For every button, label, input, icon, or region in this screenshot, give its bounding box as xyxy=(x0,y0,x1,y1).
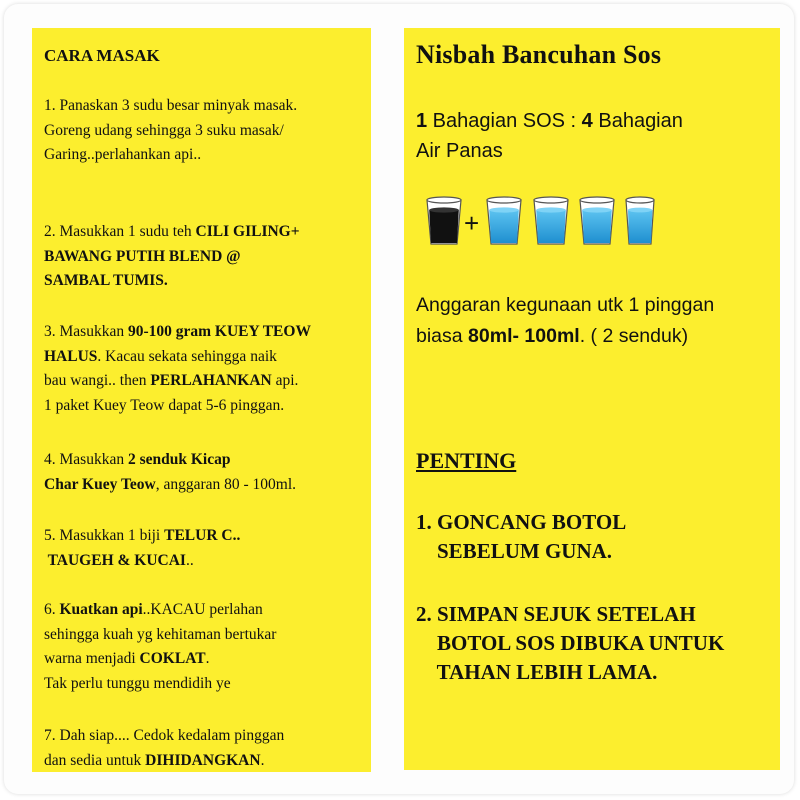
blue-cup-icon xyxy=(534,197,568,244)
text-run: biasa xyxy=(416,325,469,347)
cups-svg xyxy=(426,196,656,248)
bold-text: BAWANG PUTIH BLEND @ xyxy=(44,247,241,265)
text-run: bau wangi.. then xyxy=(44,372,151,389)
bold-text: 80ml- 100ml xyxy=(468,325,580,347)
cups-illustration xyxy=(426,196,656,248)
step-line xyxy=(44,220,300,245)
ratio-text xyxy=(416,106,683,166)
bold-text: 1 xyxy=(416,110,428,132)
text-run: warna menjadi xyxy=(44,650,140,667)
important-heading: PENTING xyxy=(416,448,517,473)
text-run: ..KACAU perlahan xyxy=(142,601,263,618)
important-note-2 xyxy=(416,600,724,687)
text-run: 1 paket Kuey Teow dapat 5-6 pinggan. xyxy=(44,396,285,414)
step-line xyxy=(44,269,300,294)
bold-text: SAMBAL TUMIS. xyxy=(44,272,168,289)
black-cup-icon xyxy=(427,197,461,244)
text-run: 1. Panaskan 3 sudu besar minyak masak. xyxy=(44,97,298,114)
sauce-ratio-title: Nisbah Bancuhan Sos xyxy=(416,40,662,69)
step-line xyxy=(44,672,276,697)
step-line xyxy=(44,598,276,623)
bold-text: PERLAHANKAN xyxy=(150,372,272,389)
text-run: 4. Masukkan xyxy=(44,451,128,468)
bold-text: COKLAT xyxy=(139,650,206,667)
step-line xyxy=(44,749,284,774)
text-run: Goreng udang sehingga 3 suku masak/ xyxy=(44,121,284,139)
text-run: api. xyxy=(271,372,299,389)
ratio-line-1 xyxy=(416,106,683,136)
usage-text xyxy=(416,290,714,352)
cooking-step-5 xyxy=(44,524,240,573)
step-line xyxy=(44,394,311,419)
bold-text: TELUR C.. xyxy=(164,527,241,544)
text-run: . xyxy=(205,650,210,667)
bold-text: 90-100 gram KUEY TEOW xyxy=(127,323,311,340)
bold-text: 2 senduk Kicap xyxy=(127,451,231,468)
sauce-ratio-panel xyxy=(404,28,780,770)
blue-cup-icon xyxy=(580,197,614,244)
text-run: Bahagian xyxy=(592,110,683,132)
text-run: . Kacau sekata sehingga naik xyxy=(97,347,277,365)
step-line xyxy=(44,524,240,549)
text-run: , anggaran 80 - 100ml. xyxy=(155,475,297,493)
usage-line-1: Anggaran kegunaan utk 1 pinggan xyxy=(416,294,715,316)
text-run: . xyxy=(260,751,265,769)
step-line xyxy=(44,724,284,749)
text-run: Garing..perlahankan api.. xyxy=(44,146,202,163)
ratio-line-2: Air Panas xyxy=(416,140,503,162)
step-line xyxy=(44,320,311,345)
bold-text: DIHIDANGKAN xyxy=(145,751,261,769)
step-line xyxy=(44,473,296,498)
note-line: 2. SIMPAN SEJUK SETELAH xyxy=(416,602,696,626)
text-run: 5. Masukkan 1 biji xyxy=(44,527,165,544)
bold-text: TAUGEH & KUCAI xyxy=(44,551,186,569)
cooking-step-1 xyxy=(44,94,297,168)
text-run: Tak perlu tunggu mendidih ye xyxy=(44,674,231,692)
cooking-step-4 xyxy=(44,448,296,497)
usage-line-2 xyxy=(416,321,714,352)
step-line xyxy=(44,369,311,394)
text-run: 7. Dah siap.... Cedok kedalam pinggan xyxy=(44,727,285,744)
blue-cup-icon xyxy=(626,197,654,244)
cooking-step-3 xyxy=(44,320,311,418)
cooking-step-7 xyxy=(44,724,284,773)
important-note-1 xyxy=(416,508,626,566)
bold-text: Char Kuey Teow xyxy=(44,475,156,493)
cooking-step-2 xyxy=(44,220,300,294)
step-line xyxy=(44,143,297,168)
note-line: TAHAN LEBIH LAMA. xyxy=(416,660,658,684)
bold-text: CILI GILING+ xyxy=(195,223,300,240)
cooking-step-6 xyxy=(44,598,276,696)
text-run: 3. Masukkan xyxy=(44,323,128,340)
cooking-steps-title: CARA MASAK xyxy=(44,46,160,65)
text-run: dan sedia untuk xyxy=(44,751,146,769)
text-run: .. xyxy=(185,551,194,569)
step-line xyxy=(44,647,276,672)
step-line xyxy=(44,448,296,473)
text-run: sehingga kuah yg kehitaman bertukar xyxy=(44,625,277,643)
text-run: . ( 2 senduk) xyxy=(579,325,689,347)
text-run: Bahagian SOS : xyxy=(427,110,582,132)
step-line xyxy=(44,245,300,270)
text-run: 6. xyxy=(44,601,60,618)
plus-sign: + xyxy=(464,208,480,238)
note-line: 1. GONCANG BOTOL xyxy=(416,510,627,534)
text-run: 2. Masukkan 1 sudu teh xyxy=(44,223,196,240)
step-line xyxy=(44,549,240,574)
step-line xyxy=(44,119,297,144)
bold-text: Kuatkan api xyxy=(59,601,143,618)
note-line: BOTOL SOS DIBUKA UNTUK xyxy=(416,631,725,655)
step-line xyxy=(44,623,276,648)
cooking-steps-panel xyxy=(32,28,371,772)
step-line xyxy=(44,345,311,370)
step-line xyxy=(44,94,297,119)
note-line: SEBELUM GUNA. xyxy=(416,539,613,563)
bold-text: 4 xyxy=(581,110,593,132)
blue-cup-icon xyxy=(487,197,521,244)
bold-text: HALUS xyxy=(44,347,98,365)
